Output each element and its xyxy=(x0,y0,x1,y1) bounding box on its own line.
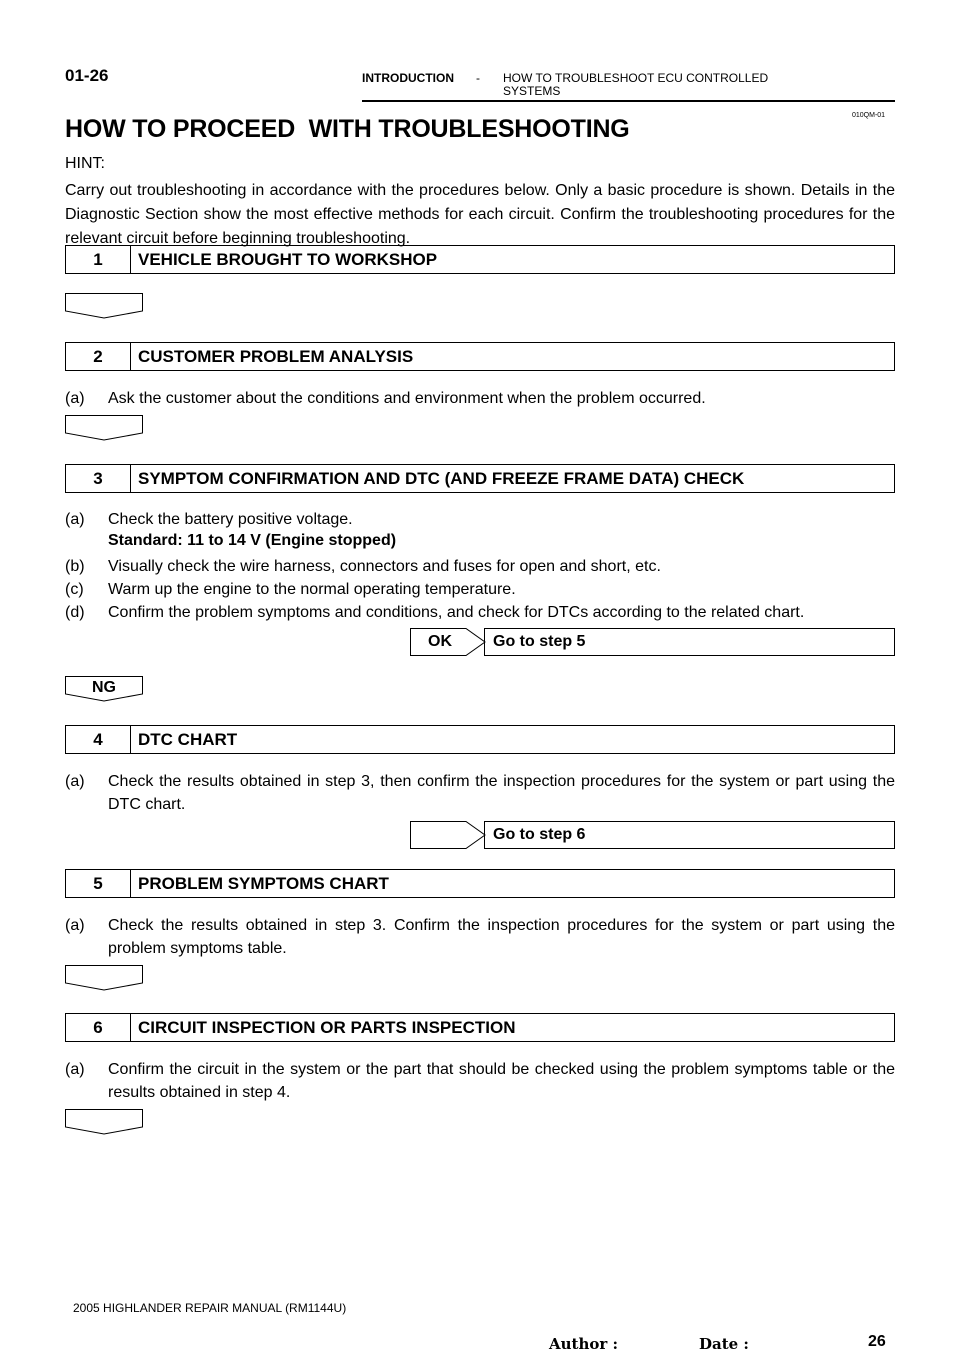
list-item xyxy=(65,1058,895,1104)
footer-manual: 2005 HIGHLANDER REPAIR MANUAL (RM1144U) xyxy=(73,1301,347,1315)
flow-arrow xyxy=(65,1109,143,1135)
step-number: 5 xyxy=(66,870,131,897)
step-label: VEHICLE BROUGHT TO WORKSHOP xyxy=(138,250,438,269)
list-item xyxy=(65,770,895,816)
item-marker: (a) xyxy=(65,1061,85,1078)
list-item xyxy=(65,601,895,624)
item-marker: (a) xyxy=(65,917,85,934)
item-marker: (c) xyxy=(65,581,84,598)
date-label: Date : xyxy=(699,1335,749,1353)
step-6-box xyxy=(65,1013,895,1042)
goto-box xyxy=(484,821,895,849)
step-number: 3 xyxy=(66,465,131,492)
flow-arrow xyxy=(65,965,143,991)
step-2-box xyxy=(65,342,895,371)
goto-text: Go to step 5 xyxy=(493,633,586,650)
header-rule xyxy=(362,100,895,102)
item-text: Visually check the wire harness, connectors and fuses for open and short, etc. xyxy=(108,558,661,575)
item-marker: (b) xyxy=(65,558,85,575)
standard-value: Standard: 11 to 14 V (Engine stopped) xyxy=(108,532,397,549)
step-number: 1 xyxy=(66,246,131,273)
step-label: CIRCUIT INSPECTION OR PARTS INSPECTION xyxy=(138,1018,516,1037)
step-label: DTC CHART xyxy=(138,730,238,749)
page-title: HOW TO PROCEED WITH TROUBLESHOOTING xyxy=(65,115,630,143)
list-item xyxy=(65,387,895,410)
footer-page-number: 26 xyxy=(868,1333,886,1350)
hint-text: Carry out troubleshooting in accordance with the procedures below. Only a basic procedure is shown. Details in the Diagnostic Section show the most effective methods for each circuit. Confirm the troubleshooting procedures for the relevant circuit before beginning troubleshooting. xyxy=(65,182,895,247)
hint-label: HINT: xyxy=(65,155,105,172)
step-5-box xyxy=(65,869,895,898)
step-label: CUSTOMER PROBLEM ANALYSIS xyxy=(138,347,414,366)
list-item xyxy=(65,578,895,601)
list-item xyxy=(65,914,895,960)
item-text: Check the battery positive voltage. xyxy=(108,511,353,528)
header-subtitle-line2: SYSTEMS xyxy=(503,84,561,98)
item-text: Ask the customer about the conditions and environment when the problem occurred. xyxy=(108,390,706,407)
item-marker: (a) xyxy=(65,511,85,528)
step-4-box xyxy=(65,725,895,754)
list-item xyxy=(65,508,895,531)
step-3-box xyxy=(65,464,895,493)
item-marker: (d) xyxy=(65,604,85,621)
item-text: Check the results obtained in step 3, then confirm the inspection procedures for the system or part using the DTC chart. xyxy=(108,773,895,813)
goto-box xyxy=(484,628,895,656)
step-label: SYMPTOM CONFIRMATION AND DTC (AND FREEZE FRAME DATA) CHECK xyxy=(138,469,745,488)
author-label: Author : xyxy=(549,1335,619,1353)
item-marker: (a) xyxy=(65,390,85,407)
item-marker: (a) xyxy=(65,773,85,790)
flow-arrow xyxy=(65,293,143,319)
ng-label: NG xyxy=(92,679,116,696)
item-text: Confirm the problem symptoms and conditions, and check for DTCs according to the related chart. xyxy=(108,604,805,621)
page-number: 01-26 xyxy=(65,66,109,85)
flow-arrow xyxy=(65,415,143,441)
header-dash: - xyxy=(476,71,480,85)
step-1-box xyxy=(65,245,895,274)
step-number: 4 xyxy=(66,726,131,753)
item-text: Confirm the circuit in the system or the part that should be checked using the problem symptoms table or the results obtained in step 4. xyxy=(108,1061,895,1101)
step-label: PROBLEM SYMPTOMS CHART xyxy=(138,874,389,893)
goto-arrow xyxy=(410,821,486,849)
doc-id: 010QM-01 xyxy=(852,112,886,119)
step-number: 6 xyxy=(66,1014,131,1041)
list-item xyxy=(65,555,895,578)
header-subtitle-line1: HOW TO TROUBLESHOOT ECU CONTROLLED xyxy=(503,71,769,85)
ok-label: OK xyxy=(428,633,452,650)
item-text: Warm up the engine to the normal operating temperature. xyxy=(108,581,516,598)
item-text: Check the results obtained in step 3. Confirm the inspection procedures for the system or part using the problem symptoms table. xyxy=(108,917,895,957)
header-section: INTRODUCTION xyxy=(362,71,454,85)
goto-text: Go to step 6 xyxy=(493,826,586,843)
step-number: 2 xyxy=(66,343,131,370)
